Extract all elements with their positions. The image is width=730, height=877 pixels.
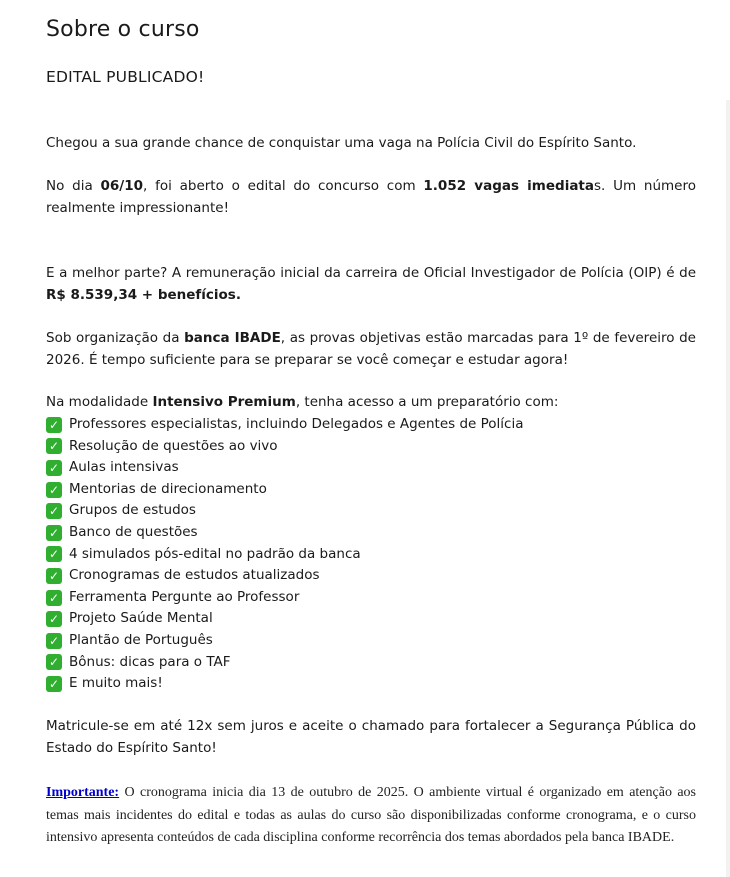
check-icon: ✓ xyxy=(46,438,62,454)
important-note: Importante: O cronograma inicia dia 13 de outubro de 2025. O ambiente virtual é organizado em atenção aos temas mais incidentes do edital e todas as aulas do curso são disponibilizadas conforme cronograma, e o curso intensivo apresenta conteúdos de cada disciplina conforme recorrência dos temas abordados pela banca IBADE. xyxy=(46,785,696,845)
list-item: ✓ Ferramenta Pergunte ao Professor xyxy=(46,587,524,609)
check-icon: ✓ xyxy=(46,590,62,606)
page-edge xyxy=(726,100,730,877)
check-icon: ✓ xyxy=(46,676,62,692)
check-icon: ✓ xyxy=(46,546,62,562)
check-icon: ✓ xyxy=(46,611,62,627)
list-item: ✓ Resolução de questões ao vivo xyxy=(46,436,524,458)
check-icon: ✓ xyxy=(46,633,62,649)
check-icon: ✓ xyxy=(46,568,62,584)
enroll-paragraph: Matricule-se em até 12x sem juros e aceite o chamado para fortalecer a Segurança Pública do Estado do Espírito Santo! xyxy=(46,718,696,756)
list-item: ✓ Projeto Saúde Mental xyxy=(46,608,524,630)
list-item: ✓ E muito mais! xyxy=(46,673,524,695)
section-title: Sobre o curso xyxy=(46,17,200,42)
check-icon: ✓ xyxy=(46,525,62,541)
list-item: ✓ Aulas intensivas xyxy=(46,457,524,479)
list-item: ✓ Bônus: dicas para o TAF xyxy=(46,652,524,674)
edital-heading: EDITAL PUBLICADO! xyxy=(46,68,205,86)
exam-paragraph: Sob organização da banca IBADE, as provas objetivas estão marcadas para 1º de fevereiro de 2026. É tempo suficiente para se preparar se você começar e estudar agora! xyxy=(46,330,696,368)
check-icon: ✓ xyxy=(46,482,62,498)
list-item: ✓ Professores especialistas, incluindo Delegados e Agentes de Polícia xyxy=(46,414,524,436)
list-item: ✓ Cronogramas de estudos atualizados xyxy=(46,565,524,587)
list-item: ✓ Banco de questões xyxy=(46,522,524,544)
list-item: ✓ Mentorias de direcionamento xyxy=(46,479,524,501)
check-icon: ✓ xyxy=(46,654,62,670)
salary-paragraph: E a melhor parte? A remuneração inicial da carreira de Oficial Investigador de Polícia (OIP) é de R$ 8.539,34 + benefícios. xyxy=(46,265,696,303)
list-item: ✓ 4 simulados pós-edital no padrão da banca xyxy=(46,544,524,566)
list-item: ✓ Grupos de estudos xyxy=(46,500,524,522)
list-item: ✓ Plantão de Português xyxy=(46,630,524,652)
modality-paragraph: Na modalidade Intensivo Premium, tenha acesso a um preparatório com: xyxy=(46,394,559,410)
features-list xyxy=(46,414,524,695)
intro-paragraph: Chegou a sua grande chance de conquistar uma vaga na Polícia Civil do Espírito Santo. xyxy=(46,135,637,151)
check-icon: ✓ xyxy=(46,460,62,476)
vacancies-paragraph: No dia 06/10, foi aberto o edital do concurso com 1.052 vagas imediatas. Um número realmente impressionante! xyxy=(46,178,696,216)
important-link[interactable]: Importante: xyxy=(46,785,120,800)
check-icon: ✓ xyxy=(46,503,62,519)
check-icon: ✓ xyxy=(46,417,62,433)
